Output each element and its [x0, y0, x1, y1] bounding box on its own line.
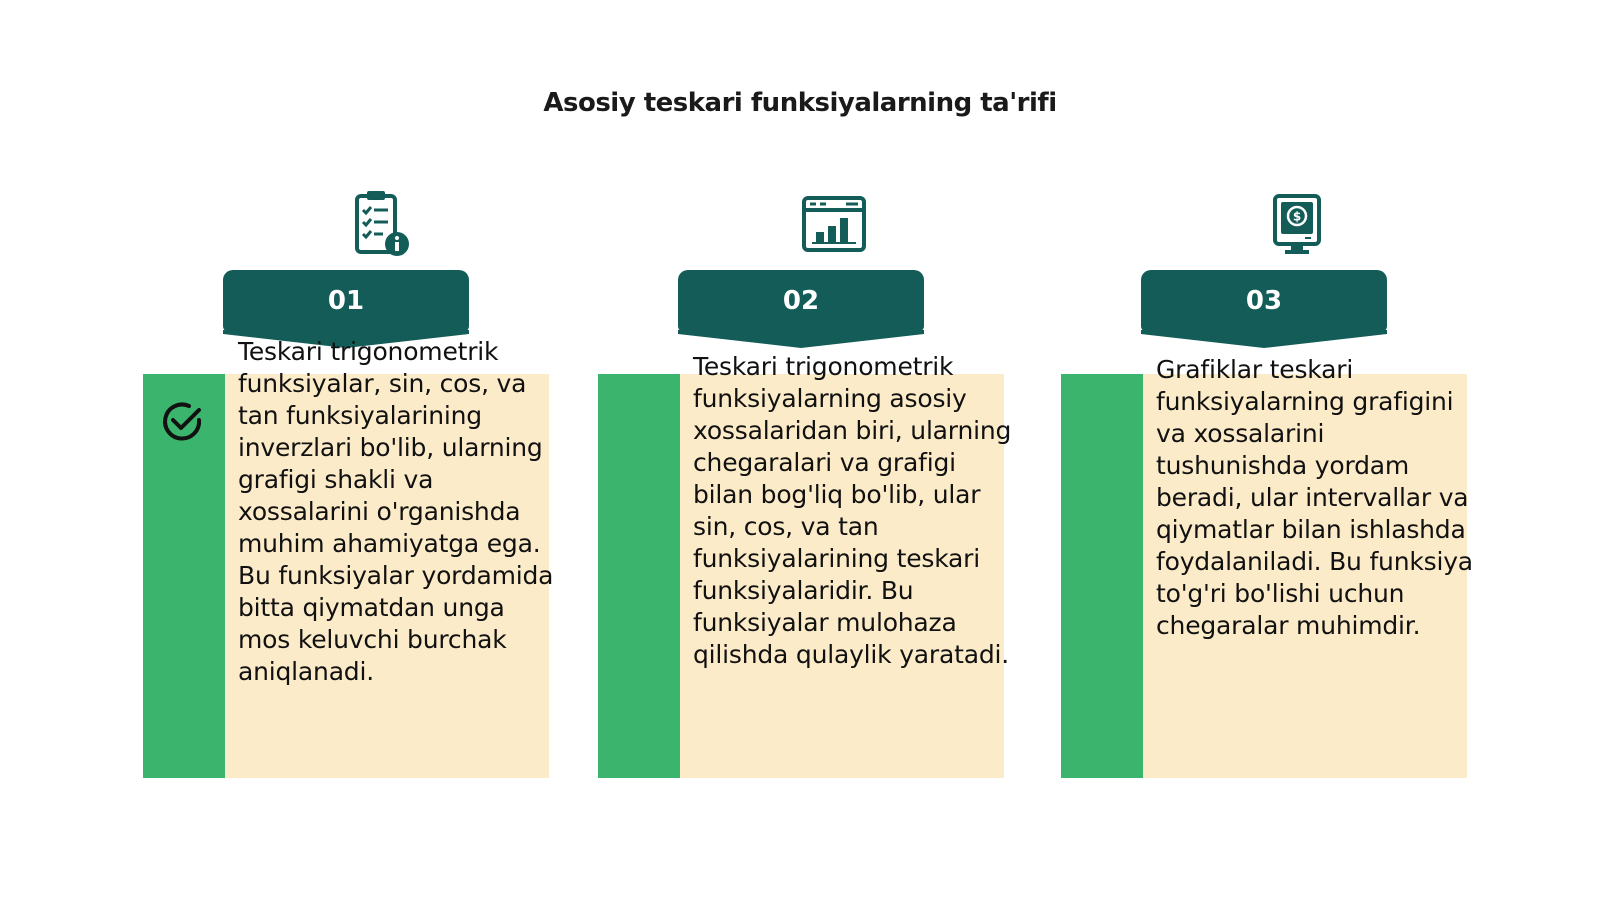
checkmark-circle-icon — [159, 398, 207, 446]
card-number-badge: 02 — [678, 270, 924, 332]
card-number-badge: 01 — [223, 270, 469, 332]
slide-title: Asosiy teskari funksiyalarning ta'rifi — [543, 88, 1057, 118]
card-number-badge: 03 — [1141, 270, 1387, 332]
card-03 — [1061, 180, 1471, 820]
badge-pointer — [678, 330, 924, 348]
svg-text:$: $ — [1292, 209, 1302, 224]
card-description: Grafiklar teskari funksiyalarning grafigini va xossalarini tushunishda yordam beradi, ular intervallar va qiymatlar bilan ishlashda foydalaniladi. Bu funksiya to'g'ri bo'lishi uchun chegaralar muhimdir. — [1156, 355, 1473, 640]
card-description: Teskari trigonometrik funksiyalar, sin, cos, va tan funksiyalarining inverzlari bo'lib, ularning grafigi shakli va xossalarini o'rganishda muhim ahamiyatga ega. Bu funksiyalar yordamida bitta qiymatdan unga mos keluvchi burchak aniqlanadi. — [238, 337, 554, 686]
green-accent-bar — [598, 374, 680, 778]
browser-bar-chart-icon — [798, 188, 870, 260]
card-02 — [598, 180, 1012, 820]
badge-pointer — [1141, 330, 1387, 348]
clipboard-checklist-info-icon — [343, 188, 415, 260]
green-accent-bar — [1061, 374, 1143, 778]
dollar-monitor-icon — [1261, 188, 1333, 260]
card-01 — [143, 180, 553, 820]
card-description: Teskari trigonometrik funksiyalarning asosiy xossalaridan biri, ularning chegaralari va grafigi bilan bog'liq bo'lib, ular sin, cos, va tan funksiyalarining teskari funksiyalaridir. Bu funksiyalar mulohaza qilishda qulaylik yaratadi. — [693, 352, 1012, 669]
